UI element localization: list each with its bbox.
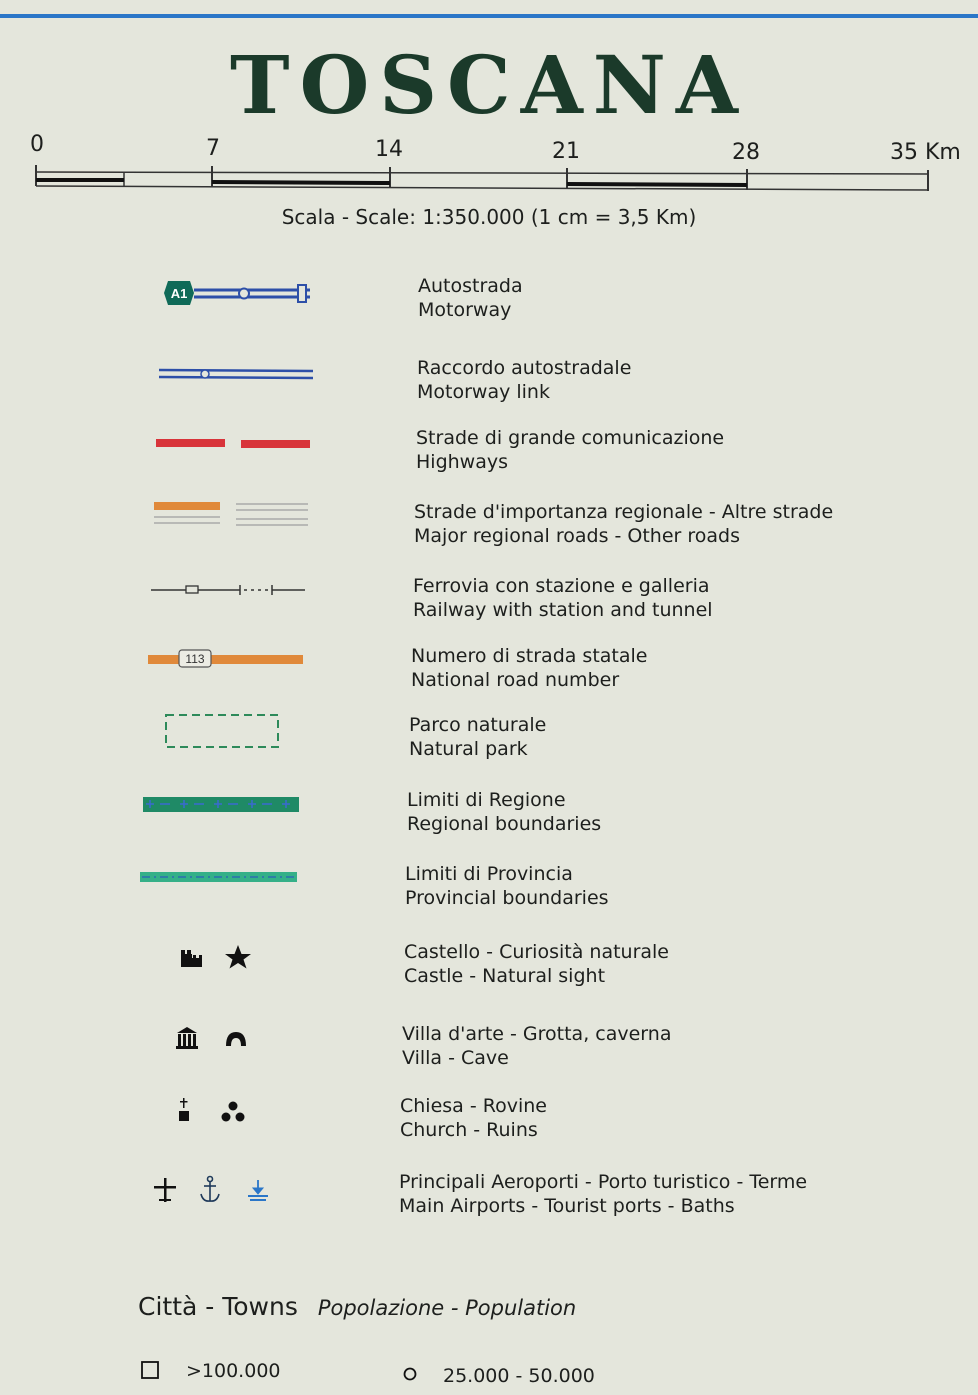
legend-it-motorway: Autostrada: [418, 275, 523, 297]
towns-heading: [138, 1292, 576, 1321]
map-title: TOSCANA: [230, 38, 748, 132]
town-label-large: >100.000: [186, 1360, 281, 1382]
church-ruins-symbol: [172, 1094, 262, 1134]
legend-en-railway: Railway with station and tunnel: [413, 599, 713, 621]
airport-icon: [154, 1178, 176, 1202]
scale-tick-28: 28: [732, 140, 760, 165]
legend-it-motorway-link: Raccordo autostradale: [417, 357, 632, 379]
legend-row-provincial-boundary: [0, 860, 978, 930]
scale-caption: Scala - Scale: 1:350.000 (1 cm = 3,5 Km): [281, 205, 697, 229]
star-icon: [225, 945, 251, 969]
ruins-icon: [222, 1102, 245, 1122]
town-circle-icon: [402, 1366, 420, 1384]
provincial-boundary-symbol: [138, 860, 303, 900]
legend-it-airport-port-baths: Principali Aeroporti - Porto turistico - Terme: [399, 1171, 808, 1193]
legend-it-regional-boundary: Limiti di Regione: [407, 789, 566, 811]
villa-icon: [176, 1027, 198, 1049]
towns-title: Città - Towns: [138, 1292, 298, 1321]
legend-it-national-road: Numero di strada statale: [411, 645, 648, 667]
legend-row-motorway: [0, 272, 978, 342]
legend-en-regional-boundary: Regional boundaries: [407, 813, 602, 835]
towns-subtitle: Popolazione - Population: [317, 1296, 577, 1320]
national-road-symbol: [145, 642, 310, 682]
legend-row-castle-star: [0, 940, 978, 1010]
motorway-symbol: [160, 272, 320, 317]
regional-roads-symbol: [148, 498, 318, 538]
scale-tick-0: 0: [30, 132, 44, 157]
legend-en-provincial-boundary: Provincial boundaries: [405, 887, 609, 909]
scale-tick-14: 14: [375, 137, 403, 162]
legend-row-villa-cave: [0, 1022, 978, 1092]
railway-symbol: [148, 572, 313, 612]
scale-tick-35: 35 Km: [890, 140, 961, 165]
town-square-icon: [140, 1360, 162, 1382]
motorway-link-symbol: [155, 354, 320, 394]
natural-park-symbol: [160, 710, 285, 755]
legend-it-natural-park: Parco naturale: [409, 714, 547, 736]
legend-en-natural-park: Natural park: [409, 738, 528, 760]
legend-row-national-road: [0, 642, 978, 712]
legend-en-motorway-link: Motorway link: [417, 381, 550, 403]
motorway-badge: A1: [170, 286, 188, 301]
legend-row-airport-port-baths: [0, 1170, 978, 1240]
scale-tick-7: 7: [206, 136, 220, 161]
legend-en-highways: Highways: [416, 451, 508, 473]
legend-row-highways: [0, 424, 978, 494]
legend-en-castle-star: Castle - Natural sight: [404, 965, 606, 987]
national-road-badge: 113: [185, 652, 205, 666]
legend-en-villa-cave: Villa - Cave: [402, 1047, 509, 1069]
church-icon: [179, 1098, 189, 1121]
cave-icon: [226, 1032, 246, 1046]
legend-en-regional-roads: Major regional roads - Other roads: [414, 525, 741, 547]
legend-it-provincial-boundary: Limiti di Provincia: [405, 863, 573, 885]
castle-icon: [181, 950, 202, 967]
legend-en-church-ruins: Church - Ruins: [400, 1119, 538, 1141]
legend-row-regional-roads: [0, 498, 978, 568]
legend-en-airport-port-baths: Main Airports - Tourist ports - Baths: [399, 1195, 735, 1217]
regional-boundary-symbol: [140, 786, 305, 826]
legend-row-railway: [0, 572, 978, 642]
legend-en-national-road: National road number: [411, 669, 620, 691]
legend-it-castle-star: Castello - Curiosità naturale: [404, 941, 669, 963]
legend-it-villa-cave: Villa d'arte - Grotta, caverna: [402, 1023, 672, 1045]
scale-ruler: [0, 0, 978, 200]
baths-icon: [248, 1180, 268, 1200]
legend-row-natural-park: [0, 710, 978, 780]
legend-it-church-ruins: Chiesa - Rovine: [400, 1095, 547, 1117]
legend-row-motorway-link: [0, 354, 978, 424]
legend-row-church-ruins: [0, 1094, 978, 1164]
anchor-icon: [201, 1177, 219, 1202]
scale-tick-21: 21: [552, 139, 580, 164]
highway-symbol: [150, 424, 320, 464]
legend-it-highways: Strade di grande comunicazione: [416, 427, 725, 449]
legend-it-railway: Ferrovia con stazione e galleria: [413, 575, 710, 597]
legend-it-regional-roads: Strade d'importanza regionale - Altre strade: [414, 501, 834, 523]
villa-cave-symbol: [172, 1022, 262, 1062]
legend-en-motorway: Motorway: [418, 299, 512, 321]
town-label-medium: 25.000 - 50.000: [443, 1365, 595, 1387]
legend-row-regional-boundary: [0, 786, 978, 856]
airport-port-baths-symbol: [150, 1170, 275, 1215]
castle-star-symbol: [175, 940, 265, 980]
